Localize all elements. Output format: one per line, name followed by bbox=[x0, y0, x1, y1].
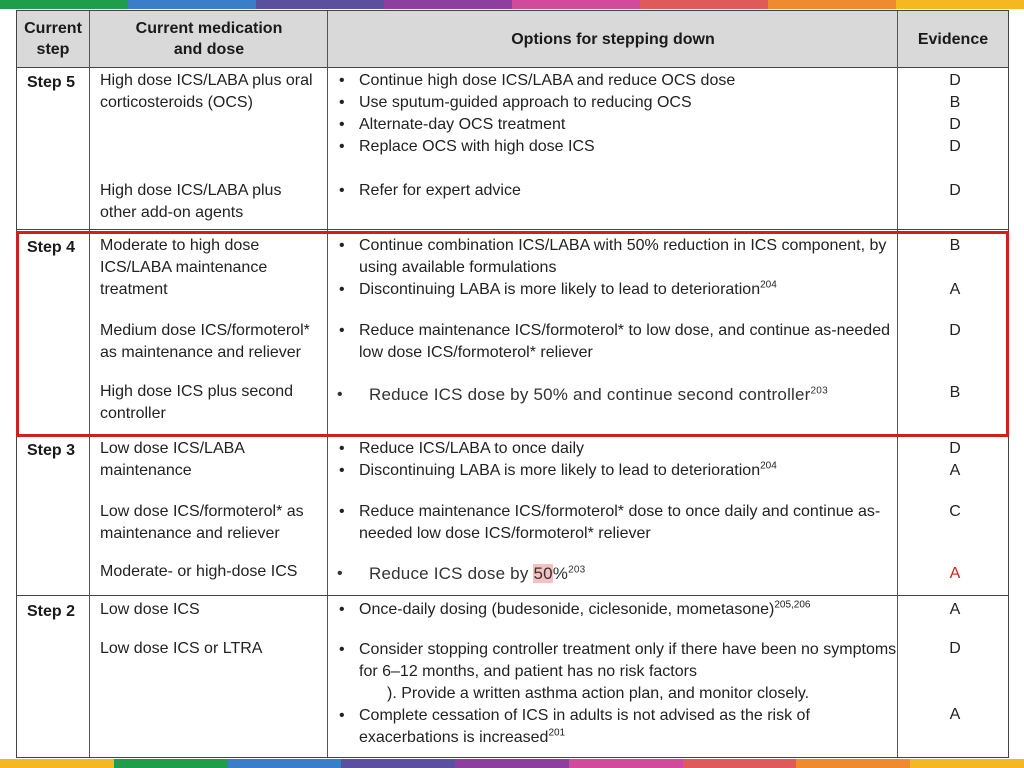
step-5-evidence-2: D bbox=[949, 182, 961, 199]
column-divider bbox=[327, 11, 328, 757]
step-4-medication-1: Moderate to high dose ICS/LABA maintenance treatment bbox=[100, 237, 268, 298]
list-item: • Continue combination ICS/LABA with 50% reduction in ICS component, by using available formulations bbox=[337, 235, 897, 279]
list-item: • Consider stopping controller treatment only if there have been no symptoms for 6–12 months, and patient has no risk factors bbox=[337, 639, 897, 683]
step-5-medication-1: High dose ICS/LABA plus oral corticosteroids (OCS) bbox=[100, 72, 313, 111]
step-4-options-1 bbox=[337, 235, 897, 301]
list-item: • Use sputum-guided approach to reducing OCS bbox=[337, 92, 897, 114]
step-5-options-2 bbox=[337, 180, 897, 202]
step-3-evidence-3: A bbox=[949, 565, 961, 582]
step-2-medication-2: Low dose ICS or LTRA bbox=[100, 640, 263, 657]
header-options: Options for stepping down bbox=[511, 30, 715, 48]
list-item: • Refer for expert advice bbox=[337, 180, 897, 202]
step-3-evidence-2: C bbox=[949, 503, 961, 520]
step-3-medication-3: Moderate- or high-dose ICS bbox=[100, 563, 298, 580]
highlighted-text: 50 bbox=[533, 564, 553, 583]
step-4-evidence-2: D bbox=[949, 322, 961, 339]
header-current-step: Current step bbox=[24, 20, 82, 58]
list-item: • Replace OCS with high dose ICS bbox=[337, 136, 897, 158]
header-evidence: Evidence bbox=[917, 30, 989, 48]
step-3-evidence-1: D A bbox=[949, 440, 961, 479]
step-4-evidence-1: B A bbox=[949, 237, 961, 298]
list-item-continuation: ). Provide a written asthma action plan, and monitor closely. bbox=[387, 685, 810, 702]
step-3-label: Step 3 bbox=[27, 442, 76, 459]
step-2-options-1 bbox=[337, 599, 897, 621]
list-item: • Reduce ICS/LABA to once daily bbox=[337, 438, 897, 460]
step-4-medication-3: High dose ICS plus second controller bbox=[100, 383, 293, 422]
step-4-label: Step 4 bbox=[27, 239, 76, 256]
list-item: • Alternate-day OCS treatment bbox=[337, 114, 897, 136]
step-3-options-1 bbox=[337, 438, 897, 482]
list-item: • Reduce ICS dose by 50% and continue second controller$^{203}$ bbox=[337, 384, 897, 406]
step-5-evidence-1: D B D D bbox=[949, 72, 961, 155]
bottom-color-stripe bbox=[0, 759, 1024, 768]
section-divider bbox=[17, 435, 1008, 436]
step-down-table bbox=[16, 10, 1009, 758]
step-2-options-2 bbox=[337, 639, 897, 749]
header-current-medication: Current medication and dose bbox=[135, 20, 283, 58]
step-5-options-1 bbox=[337, 70, 897, 158]
section-divider bbox=[17, 595, 1008, 596]
step-3-options-3 bbox=[337, 563, 897, 585]
list-item: • Once-daily dosing (budesonide, ciclesonide, mometasone)$^{205,206}$ bbox=[337, 599, 897, 621]
step-4-evidence-3: B bbox=[949, 384, 961, 401]
list-item: • Complete cessation of ICS in adults is not advised as the risk of exacerbations is increased$^{201}$ bbox=[337, 705, 897, 749]
step-5-medication-2: High dose ICS/LABA plus other add-on agents bbox=[100, 182, 282, 221]
list-item: • Reduce maintenance ICS/formoterol* to low dose, and continue as-needed low dose ICS/formoterol* reliever bbox=[337, 320, 897, 364]
step-4-options-3 bbox=[337, 384, 897, 406]
table-header bbox=[17, 11, 1008, 68]
step-3-medication-2: Low dose ICS/formoterol* as maintenance and reliever bbox=[100, 503, 304, 542]
step-3-options-2 bbox=[337, 501, 897, 545]
list-item: • Reduce ICS dose by 50%$^{203}$ bbox=[337, 563, 897, 585]
section-divider bbox=[17, 229, 1008, 230]
list-item: • Discontinuing LABA is more likely to lead to deterioration$^{204}$ bbox=[337, 460, 897, 482]
step-5-label: Step 5 bbox=[27, 74, 76, 91]
step-2-evidence-2: D A bbox=[949, 640, 961, 723]
column-divider bbox=[897, 11, 898, 757]
list-item: • Continue high dose ICS/LABA and reduce OCS dose bbox=[337, 70, 897, 92]
step-2-evidence-1: A bbox=[949, 601, 961, 618]
list-item: • Discontinuing LABA is more likely to lead to deterioration$^{204}$ bbox=[337, 279, 897, 301]
step-3-medication-1: Low dose ICS/LABA maintenance bbox=[100, 440, 245, 479]
top-color-stripe bbox=[0, 0, 1024, 9]
step-2-label: Step 2 bbox=[27, 603, 76, 620]
list-item: • Reduce maintenance ICS/formoterol* dose to once daily and continue as-needed low dose ICS/formoterol* reliever bbox=[337, 501, 897, 545]
column-divider bbox=[89, 11, 90, 757]
step-4-medication-2: Medium dose ICS/formoterol* as maintenance and reliever bbox=[100, 322, 310, 361]
step-2-medication-1: Low dose ICS bbox=[100, 601, 200, 618]
step-4-options-2 bbox=[337, 320, 897, 364]
